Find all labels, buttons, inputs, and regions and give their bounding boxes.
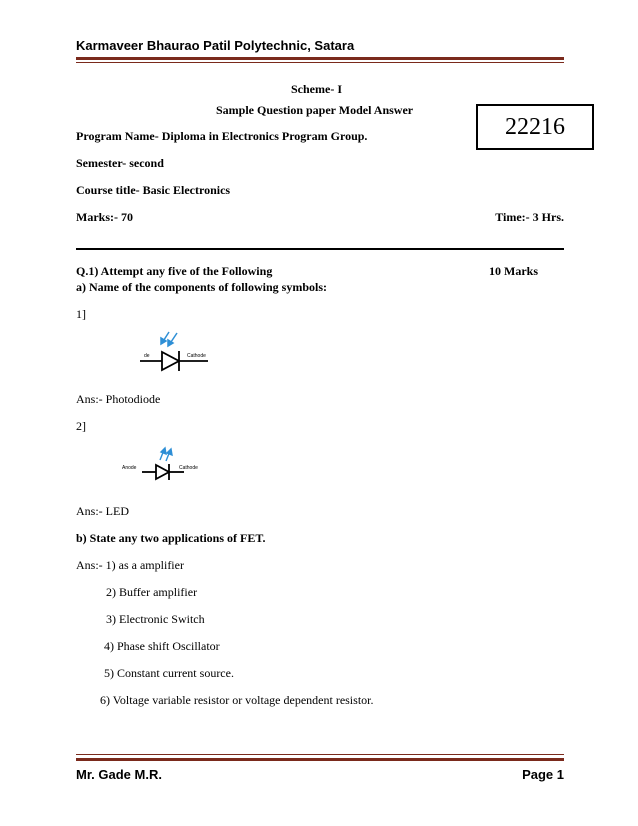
footer-rule <box>76 758 564 761</box>
semester: Semester- second <box>76 156 164 170</box>
scheme-title: Scheme- I <box>291 82 342 96</box>
fet-application-2: 2) Buffer amplifier <box>106 585 198 599</box>
answer-2: Ans:- LED <box>76 504 129 518</box>
subject-code-box: 22216 <box>476 104 594 150</box>
subquestion-a-title: a) Name of the components of following symbols: <box>76 280 327 294</box>
header-rule-thin <box>76 62 564 63</box>
fet-application-4: 4) Phase shift Oscillator <box>104 639 220 653</box>
program-name: Program Name- Diploma in Electronics Program Group. <box>76 129 368 143</box>
institute-header: Karmaveer Bhaurao Patil Polytechnic, Satara <box>76 38 355 53</box>
item-2-label: 2] <box>76 419 86 433</box>
footer-rule-thin <box>76 754 564 755</box>
item-1-label: 1] <box>76 307 86 321</box>
fet-application-3: 3) Electronic Switch <box>106 612 205 626</box>
photodiode-symbol <box>140 330 215 374</box>
led-anode-label: Anode <box>122 465 137 471</box>
led-cathode-label: Cathode <box>179 465 198 471</box>
answer-1: Ans:- Photodiode <box>76 392 161 406</box>
section-divider <box>76 248 564 250</box>
header-rule <box>76 57 564 60</box>
total-marks: Marks:- 70 <box>76 210 133 224</box>
page-number: Page 1 <box>522 767 564 782</box>
question-marks: 10 Marks <box>489 264 538 278</box>
fet-application-6: 6) Voltage variable resistor or voltage dependent resistor. <box>100 693 374 707</box>
photodiode-cathode-label: Cathode <box>187 353 206 359</box>
fet-application-1: Ans:- 1) as a amplifier <box>76 558 184 572</box>
paper-subtitle: Sample Question paper Model Answer <box>216 103 414 117</box>
course-title: Course title- Basic Electronics <box>76 183 231 197</box>
photodiode-anode-label: de <box>144 353 150 359</box>
fet-application-5: 5) Constant current source. <box>104 666 234 680</box>
exam-time: Time:- 3 Hrs. <box>495 210 564 224</box>
emitted-light-arrows-icon <box>160 448 172 461</box>
incoming-light-arrows-icon <box>161 332 177 346</box>
footer-author: Mr. Gade M.R. <box>76 767 162 782</box>
question-title: Q.1) Attempt any five of the Following <box>76 264 273 278</box>
subquestion-b-title: b) State any two applications of FET. <box>76 531 266 545</box>
led-symbol <box>124 445 212 483</box>
